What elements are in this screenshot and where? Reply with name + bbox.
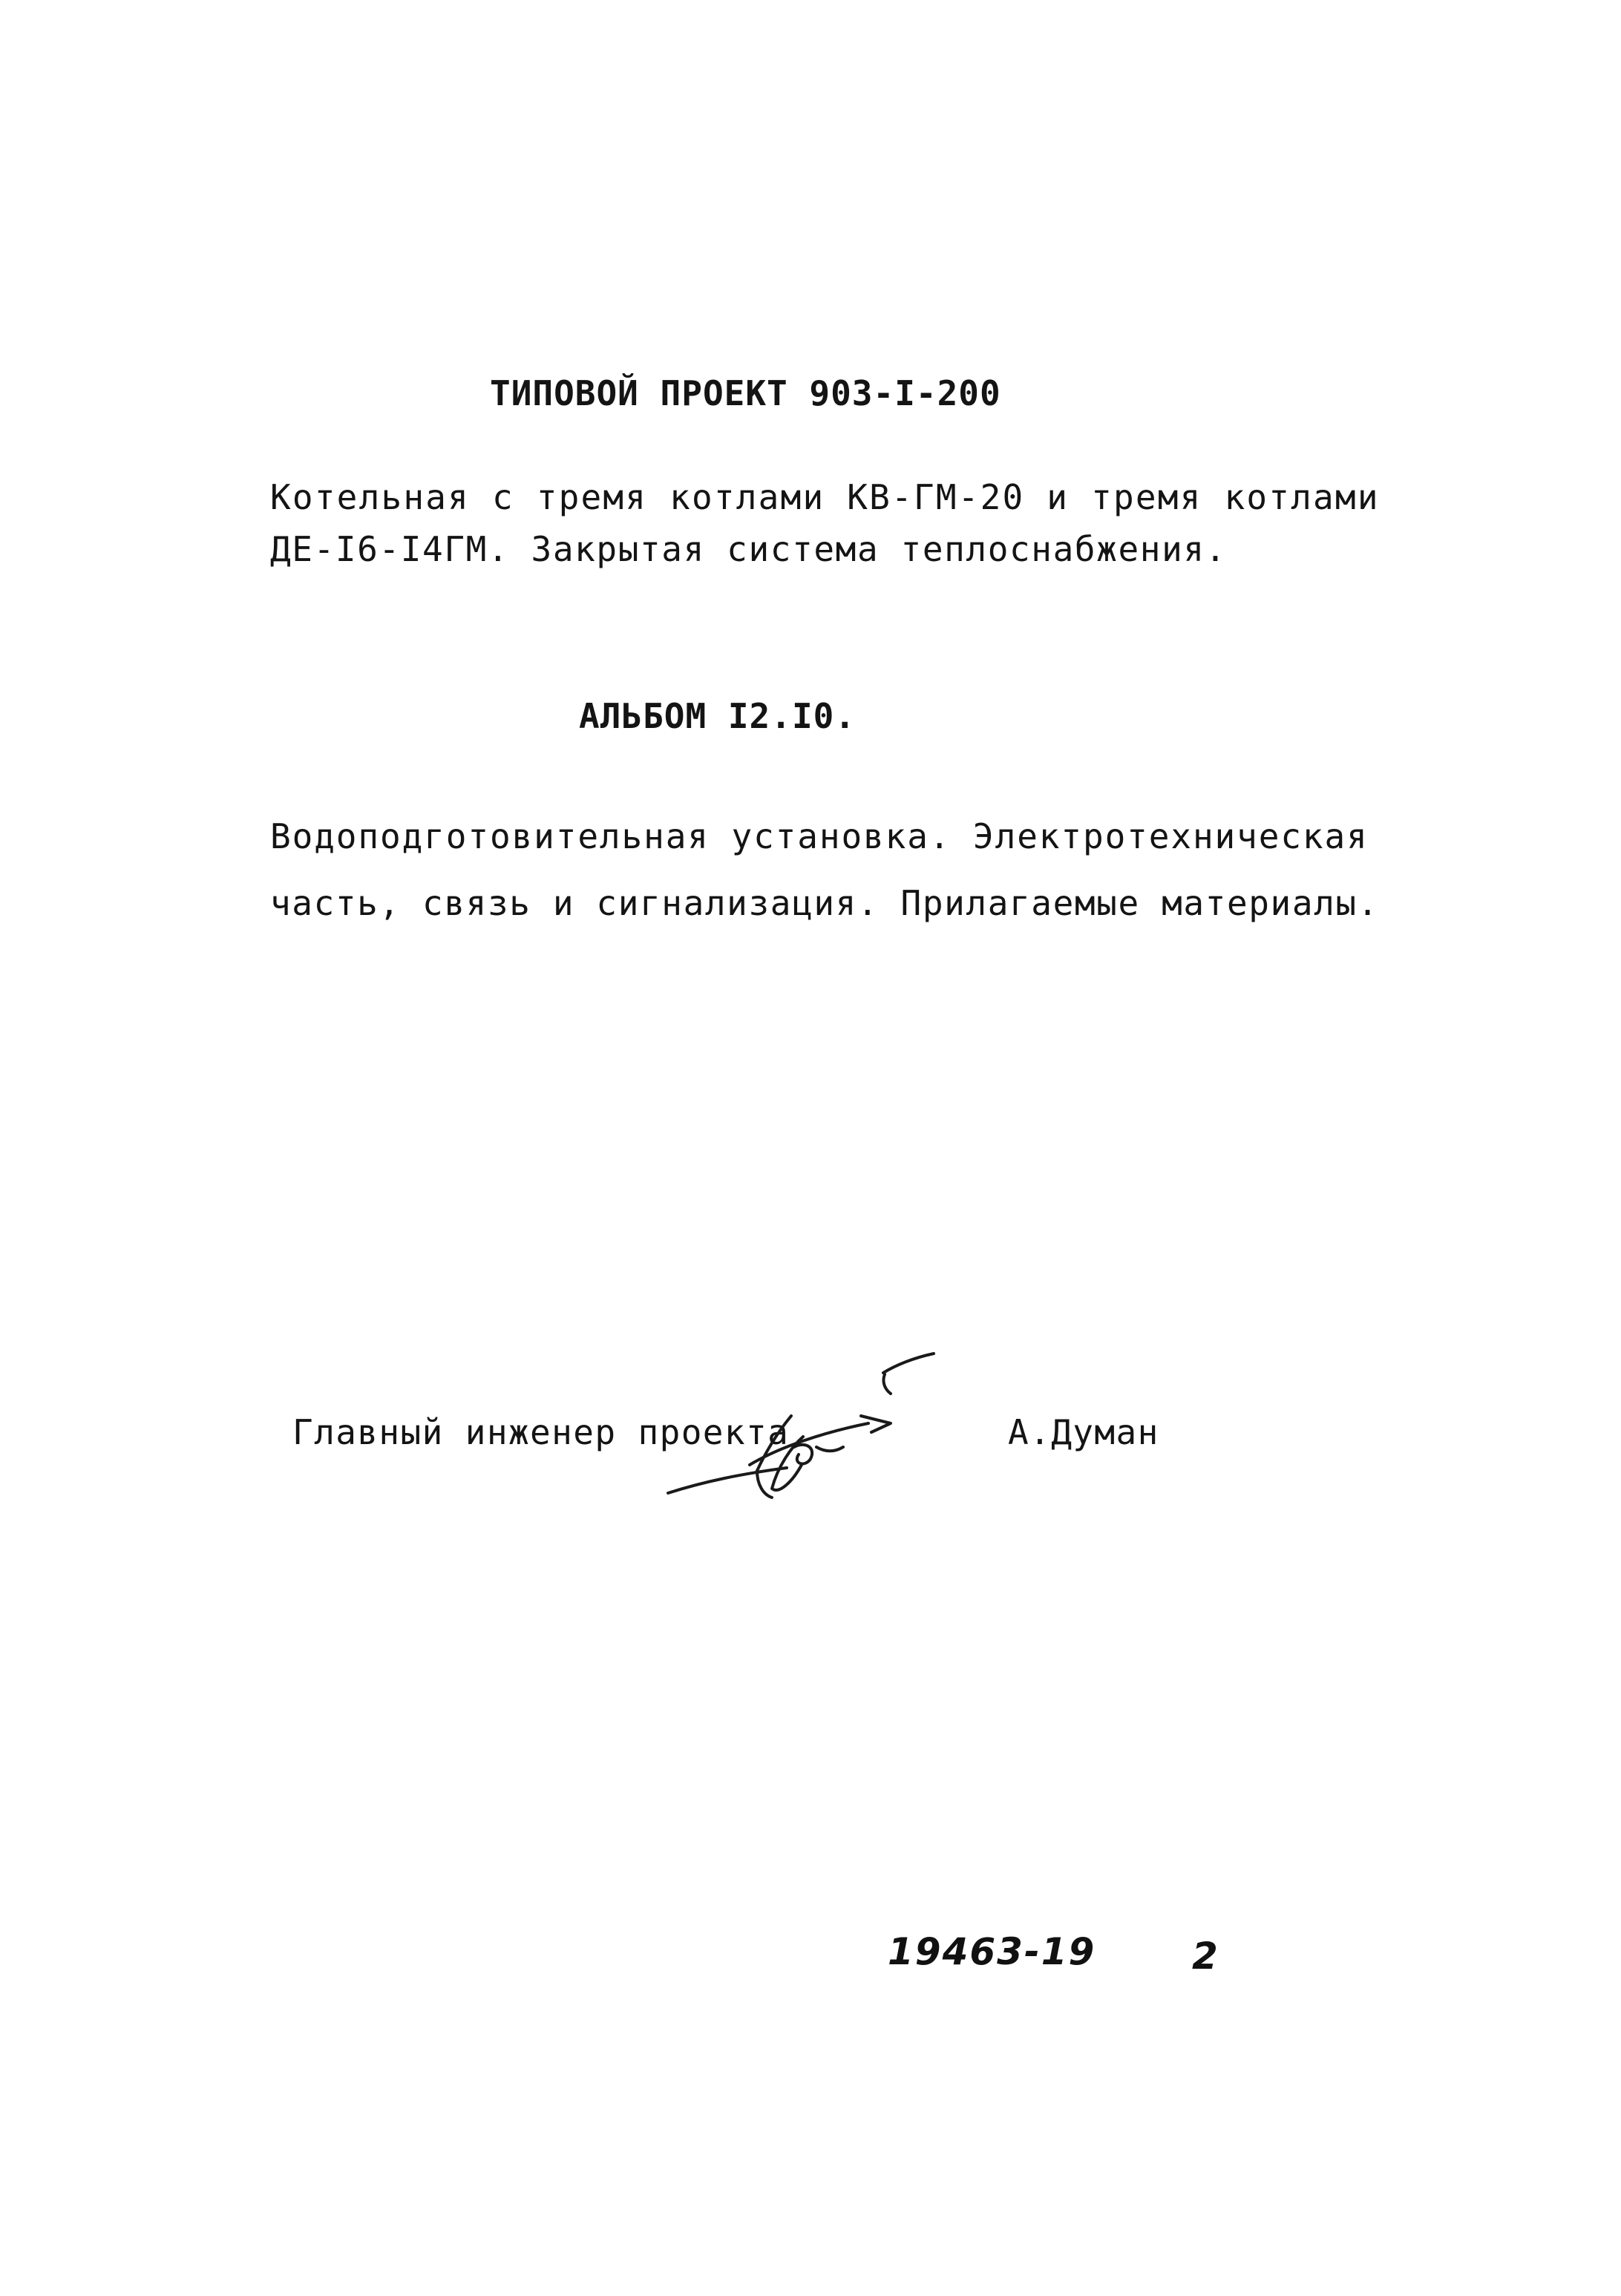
project-description-line-1: Котельная с тремя котлами КВ-ГМ-20 и тремя котлами — [270, 477, 1380, 517]
signatory-name: А.Думан — [1008, 1412, 1159, 1452]
project-description-line-2: ДЕ-I6-I4ГМ. Закрытая система теплоснабжения. — [270, 529, 1227, 569]
album-description-line-2: часть, связь и сигнализация. Прилагаемые материалы. — [270, 883, 1380, 923]
archive-number: 19463-19 — [888, 1930, 1096, 1973]
handwritten-signature — [646, 1336, 943, 1514]
album-title: АЛЬБОМ I2.I0. — [579, 696, 857, 736]
page-number: 2 — [1192, 1935, 1218, 1978]
project-title: ТИПОВОЙ ПРОЕКТ 903-I-200 — [490, 373, 1001, 413]
album-description-line-1: Водоподготовительная установка. Электротехническая — [270, 816, 1369, 856]
signatory-position: Главный инженер проекта — [292, 1412, 790, 1452]
